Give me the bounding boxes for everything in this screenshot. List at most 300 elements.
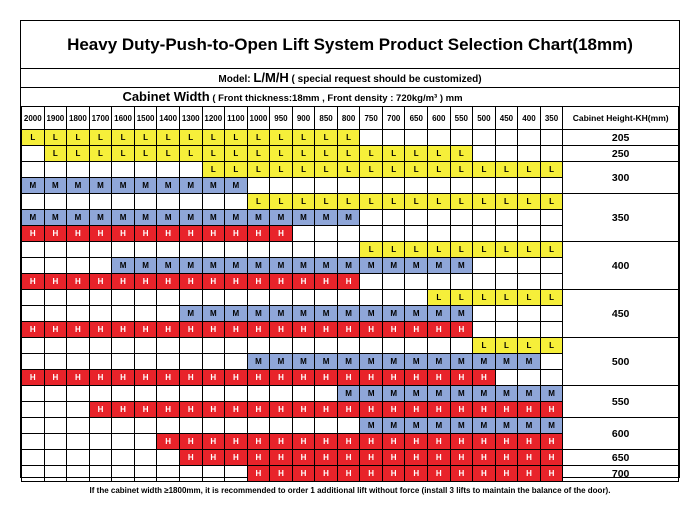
model-cell-m: M [179,258,202,274]
model-cell-m: M [292,306,315,322]
model-cell-m: M [337,306,360,322]
empty-cell [540,130,563,146]
empty-cell [44,466,67,482]
empty-cell [22,242,45,258]
model-cell-h: H [292,450,315,466]
model-cell-h: H [225,402,248,418]
model-cell-h: H [292,370,315,386]
empty-cell [22,466,45,482]
empty-cell [337,226,360,242]
empty-cell [44,402,67,418]
model-cell-h: H [405,434,428,450]
cabinet-width-heading [21,87,564,107]
model-cell-h: H [337,402,360,418]
model-cell-m: M [382,386,405,402]
model-cell-h: H [428,434,451,450]
model-cell-h: H [225,274,248,290]
empty-cell [247,242,270,258]
empty-cell [428,226,451,242]
empty-cell [134,306,157,322]
empty-cell [67,306,90,322]
model-cell-m: M [518,386,541,402]
model-cell-l: L [247,194,270,210]
model-cell-l: L [473,194,496,210]
cabinet-height-value: 400 [563,242,679,290]
empty-cell [112,418,135,434]
model-cell-l: L [405,194,428,210]
empty-cell [270,290,293,306]
model-codes: L/M/H [253,70,289,85]
empty-cell [179,242,202,258]
model-cell-m: M [270,306,293,322]
empty-cell [134,434,157,450]
model-cell-h: H [428,370,451,386]
model-cell-h: H [450,450,473,466]
model-cell-l: L [112,130,135,146]
empty-cell [67,466,90,482]
model-cell-l: L [540,162,563,178]
empty-cell [518,146,541,162]
empty-cell [44,450,67,466]
model-cell-l: L [315,130,338,146]
model-cell-m: M [473,418,496,434]
empty-cell [360,338,383,354]
width-column-header: 750 [360,107,383,130]
cabinet-height-value: 650 [563,450,679,466]
cabinet-width-specs: ( Front thickness:18mm , Front density : 720kg/m³ ) mm [209,93,463,104]
empty-cell [405,226,428,242]
model-cell-m: M [450,386,473,402]
model-cell-h: H [518,466,541,482]
empty-cell [518,130,541,146]
model-cell-h: H [157,274,180,290]
model-cell-l: L [518,162,541,178]
cabinet-height-value: 300 [563,162,679,194]
width-column-header: 600 [428,107,451,130]
empty-cell [473,178,496,194]
model-cell-h: H [495,466,518,482]
model-cell-l: L [473,242,496,258]
model-cell-h: H [134,226,157,242]
model-cell-h: H [270,370,293,386]
model-cell-h: H [337,274,360,290]
empty-cell [292,242,315,258]
empty-cell [473,274,496,290]
model-cell-l: L [428,290,451,306]
model-cell-h: H [89,370,112,386]
empty-cell [157,418,180,434]
model-cell-m: M [337,258,360,274]
model-cell-m: M [405,306,428,322]
model-cell-h: H [247,466,270,482]
model-cell-h: H [112,226,135,242]
empty-cell [337,338,360,354]
empty-cell [44,162,67,178]
model-cell-m: M [518,354,541,370]
model-cell-h: H [179,434,202,450]
table-row [22,130,679,146]
model-cell-h: H [202,402,225,418]
model-cell-l: L [495,338,518,354]
height-column-header: Cabinet Height-KH(mm) [563,107,679,130]
empty-cell [67,194,90,210]
model-cell-m: M [382,418,405,434]
model-cell-l: L [495,290,518,306]
model-cell-m: M [473,386,496,402]
selection-grid [21,106,679,482]
model-cell-h: H [428,466,451,482]
model-cell-h: H [44,322,67,338]
empty-cell [112,338,135,354]
empty-cell [540,226,563,242]
model-cell-h: H [473,370,496,386]
model-cell-m: M [292,354,315,370]
empty-cell [292,386,315,402]
model-cell-l: L [44,146,67,162]
empty-cell [450,226,473,242]
model-cell-m: M [157,258,180,274]
model-cell-h: H [405,370,428,386]
model-cell-h: H [202,434,225,450]
table-row [22,386,679,402]
empty-cell [247,178,270,194]
model-cell-h: H [157,434,180,450]
model-cell-l: L [495,242,518,258]
model-cell-h: H [495,450,518,466]
empty-cell [315,178,338,194]
empty-cell [22,162,45,178]
model-cell-l: L [202,162,225,178]
model-cell-h: H [450,434,473,450]
empty-cell [202,242,225,258]
model-cell-m: M [360,306,383,322]
model-cell-h: H [179,226,202,242]
model-cell-m: M [360,386,383,402]
model-cell-l: L [382,146,405,162]
model-cell-h: H [225,370,248,386]
width-column-header: 1400 [157,107,180,130]
footnote: If the cabinet width ≥1800mm, it is recommended to order 1 additional lift without force (install 3 lifts to maintain the balance of the door). [89,486,611,495]
cabinet-height-value: 700 [563,466,679,482]
model-cell-h: H [179,450,202,466]
empty-cell [247,386,270,402]
empty-cell [44,418,67,434]
model-cell-l: L [382,242,405,258]
model-cell-l: L [450,194,473,210]
model-cell-m: M [112,210,135,226]
empty-cell [44,386,67,402]
model-cell-l: L [179,146,202,162]
empty-cell [44,354,67,370]
empty-cell [179,338,202,354]
model-cell-l: L [157,130,180,146]
empty-cell [473,130,496,146]
model-cell-h: H [360,370,383,386]
model-cell-l: L [518,242,541,258]
model-cell-h: H [247,434,270,450]
empty-cell [270,418,293,434]
empty-cell [405,274,428,290]
model-cell-m: M [450,418,473,434]
model-cell-h: H [337,466,360,482]
empty-cell [315,338,338,354]
model-cell-h: H [134,402,157,418]
empty-cell [134,450,157,466]
width-column-header: 1100 [225,107,248,130]
model-cell-m: M [134,178,157,194]
empty-cell [292,290,315,306]
empty-cell [89,194,112,210]
width-column-header: 1900 [44,107,67,130]
model-cell-m: M [450,306,473,322]
model-cell-h: H [157,370,180,386]
empty-cell [360,178,383,194]
model-cell-m: M [247,210,270,226]
empty-cell [225,418,248,434]
model-cell-l: L [292,130,315,146]
empty-cell [495,226,518,242]
empty-cell [270,242,293,258]
empty-cell [134,418,157,434]
cabinet-height-value: 205 [563,130,679,146]
empty-cell [473,146,496,162]
model-cell-h: H [337,450,360,466]
model-cell-h: H [405,450,428,466]
model-cell-h: H [22,370,45,386]
model-cell-m: M [405,386,428,402]
model-cell-h: H [22,322,45,338]
model-cell-l: L [518,290,541,306]
model-cell-m: M [179,306,202,322]
model-cell-m: M [315,258,338,274]
empty-cell [450,210,473,226]
model-cell-m: M [202,178,225,194]
empty-cell [22,290,45,306]
empty-cell [225,466,248,482]
model-cell-h: H [270,450,293,466]
empty-cell [202,194,225,210]
model-cell-h: H [315,434,338,450]
width-column-header: 1500 [134,107,157,130]
empty-cell [382,290,405,306]
empty-cell [225,290,248,306]
model-cell-h: H [473,434,496,450]
model-cell-l: L [518,194,541,210]
empty-cell [473,306,496,322]
empty-cell [179,354,202,370]
model-cell-h: H [134,322,157,338]
empty-cell [44,194,67,210]
empty-cell [89,306,112,322]
model-cell-h: H [540,434,563,450]
empty-cell [112,434,135,450]
model-cell-m: M [202,210,225,226]
model-cell-m: M [202,258,225,274]
empty-cell [270,386,293,402]
model-cell-m: M [112,258,135,274]
model-cell-l: L [428,162,451,178]
empty-cell [202,466,225,482]
empty-cell [247,338,270,354]
model-cell-m: M [157,210,180,226]
model-cell-h: H [360,450,383,466]
empty-cell [134,354,157,370]
model-cell-l: L [405,146,428,162]
model-cell-m: M [405,258,428,274]
model-cell-l: L [450,290,473,306]
model-cell-h: H [157,322,180,338]
model-cell-m: M [428,258,451,274]
empty-cell [495,210,518,226]
model-cell-m: M [360,354,383,370]
empty-cell [134,290,157,306]
model-cell-h: H [315,402,338,418]
model-cell-l: L [428,242,451,258]
empty-cell [22,258,45,274]
empty-cell [89,290,112,306]
model-cell-l: L [405,162,428,178]
model-cell-m: M [360,258,383,274]
model-cell-h: H [202,370,225,386]
model-cell-m: M [428,354,451,370]
table-row [22,466,679,482]
model-cell-m: M [337,386,360,402]
empty-cell [473,226,496,242]
model-cell-h: H [270,226,293,242]
empty-cell [44,434,67,450]
empty-cell [202,338,225,354]
model-cell-h: H [337,370,360,386]
model-cell-h: H [202,226,225,242]
empty-cell [157,162,180,178]
model-cell-l: L [292,146,315,162]
empty-cell [67,242,90,258]
model-cell-h: H [67,370,90,386]
empty-cell [405,178,428,194]
table-row [22,194,679,210]
empty-cell [315,290,338,306]
table-row [22,418,679,434]
model-cell-l: L [179,130,202,146]
empty-cell [89,162,112,178]
model-cell-l: L [247,130,270,146]
model-cell-h: H [157,226,180,242]
model-cell-l: L [225,146,248,162]
model-cell-m: M [22,178,45,194]
width-column-header: 550 [450,107,473,130]
model-cell-h: H [89,274,112,290]
empty-cell [179,386,202,402]
model-cell-h: H [315,274,338,290]
empty-cell [495,146,518,162]
model-cell-m: M [179,210,202,226]
model-cell-l: L [270,162,293,178]
model-cell-l: L [382,162,405,178]
model-cell-l: L [67,130,90,146]
empty-cell [22,418,45,434]
model-cell-m: M [540,386,563,402]
table-row [22,162,679,178]
empty-cell [67,162,90,178]
model-cell-m: M [315,210,338,226]
model-cell-l: L [225,130,248,146]
model-cell-l: L [89,146,112,162]
model-cell-h: H [44,370,67,386]
model-cell-h: H [67,226,90,242]
model-cell-h: H [112,274,135,290]
model-cell-h: H [382,450,405,466]
empty-cell [360,226,383,242]
empty-cell [67,258,90,274]
model-cell-h: H [134,370,157,386]
model-cell-h: H [112,322,135,338]
empty-cell [292,418,315,434]
model-cell-m: M [225,258,248,274]
model-cell-h: H [473,402,496,418]
empty-cell [540,146,563,162]
model-cell-h: H [270,466,293,482]
model-cell-h: H [202,274,225,290]
model-cell-l: L [473,290,496,306]
empty-cell [44,258,67,274]
model-cell-m: M [247,354,270,370]
model-cell-m: M [225,178,248,194]
model-cell-h: H [540,450,563,466]
model-cell-l: L [337,130,360,146]
model-cell-l: L [495,162,518,178]
model-cell-m: M [473,354,496,370]
model-cell-m: M [89,178,112,194]
empty-cell [157,354,180,370]
model-cell-h: H [157,402,180,418]
model-cell-h: H [382,402,405,418]
empty-cell [112,290,135,306]
empty-cell [89,418,112,434]
model-cell-h: H [315,370,338,386]
model-cell-h: H [22,226,45,242]
model-cell-h: H [428,322,451,338]
model-cell-h: H [247,402,270,418]
model-cell-h: H [450,466,473,482]
width-column-header: 350 [540,107,563,130]
empty-cell [22,306,45,322]
model-cell-h: H [225,434,248,450]
model-cell-h: H [495,402,518,418]
model-cell-l: L [247,146,270,162]
empty-cell [44,290,67,306]
empty-cell [112,306,135,322]
empty-cell [315,386,338,402]
width-column-header: 1800 [67,107,90,130]
model-cell-h: H [292,274,315,290]
empty-cell [292,338,315,354]
empty-cell [225,194,248,210]
model-cell-h: H [270,402,293,418]
model-cell-h: H [450,322,473,338]
model-cell-h: H [292,322,315,338]
model-cell-m: M [247,258,270,274]
model-cell-h: H [518,402,541,418]
model-cell-l: L [450,242,473,258]
width-column-header: 700 [382,107,405,130]
model-cell-h: H [67,274,90,290]
model-cell-l: L [315,194,338,210]
model-cell-h: H [247,226,270,242]
model-cell-l: L [89,130,112,146]
empty-cell [22,146,45,162]
model-cell-m: M [382,354,405,370]
empty-cell [157,338,180,354]
